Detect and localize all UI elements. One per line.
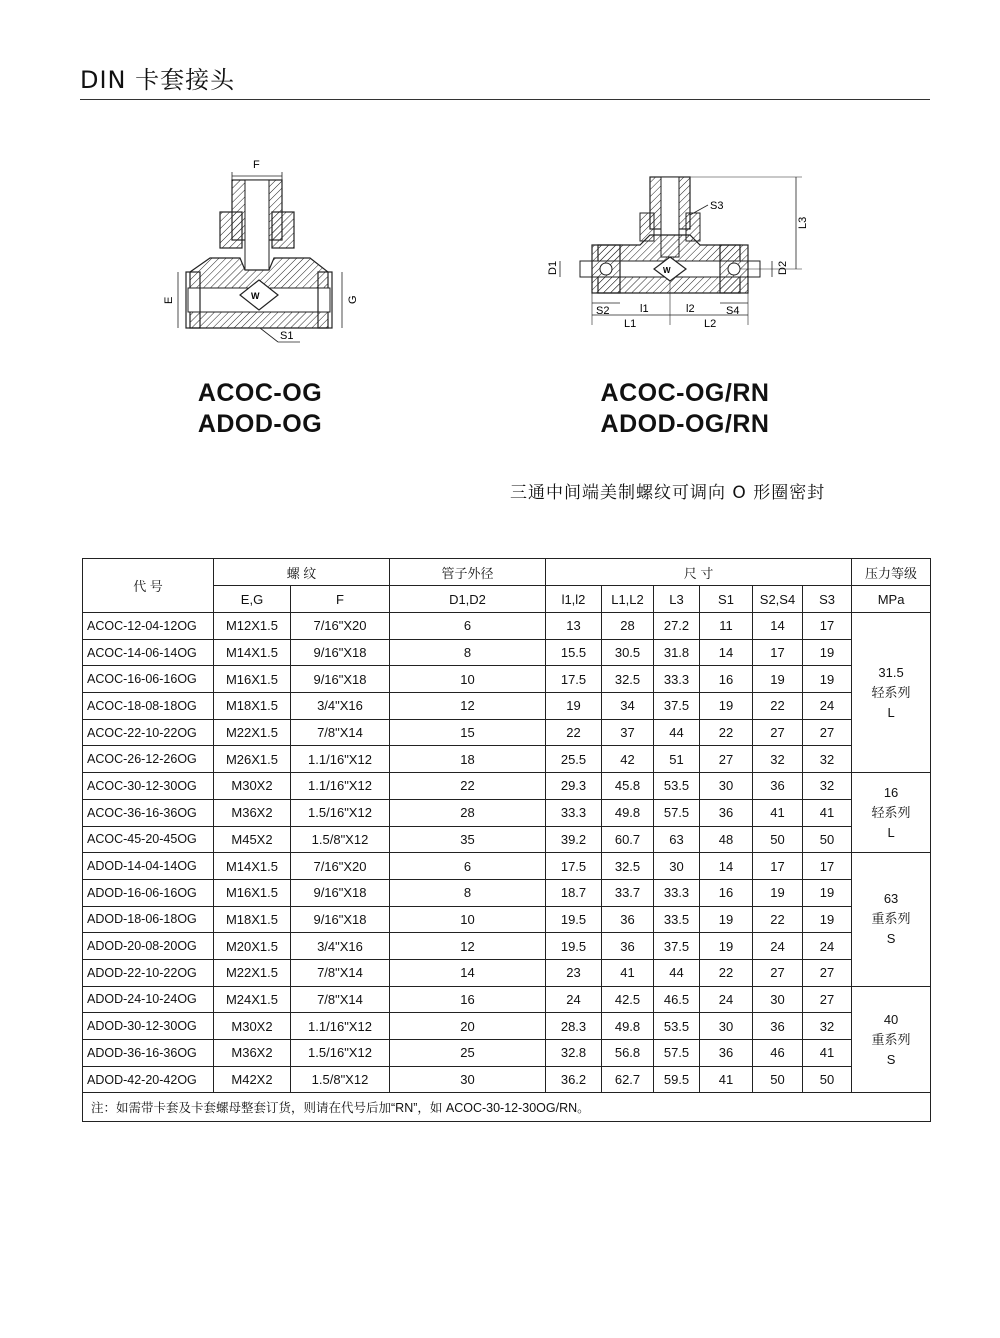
model-name-acoc-og-rn: ACOC-OG/RN [600,379,770,407]
table-cell: 33.3 [546,799,602,826]
label-l2: L2 [704,318,717,330]
table-cell: 36.2 [546,1066,602,1093]
order-note: 注：如需带卡套及卡套螺母整套订货，则请在代号后加“RN”，如 ACOC-30-12-30OG/RN。 [83,1093,931,1122]
table-cell: M18X1.5 [214,906,291,933]
table-cell: 22 [546,719,602,746]
table-cell: 36 [602,933,654,960]
table-cell: 17 [803,613,852,640]
table-cell: 22 [753,693,803,720]
table-cell: 49.8 [602,1013,654,1040]
table-cell: 19.5 [546,933,602,960]
table-cell: 36 [602,906,654,933]
table-row [83,693,931,720]
table-cell: M12X1.5 [214,613,291,640]
table-cell: 19 [803,906,852,933]
table-cell: 37 [602,719,654,746]
table-cell: 42.5 [602,986,654,1013]
table-cell: M16X1.5 [214,666,291,693]
table-cell: ADOD-18-06-18OG [83,906,214,933]
table-cell: M24X1.5 [214,986,291,1013]
table-cell: 27 [803,986,852,1013]
table-cell: 24 [700,986,753,1013]
table-cell: 16 [700,879,753,906]
table-cell: 36 [700,1040,753,1067]
table-cell: 28 [602,613,654,640]
table-cell: 41 [602,959,654,986]
table-cell: 33.5 [654,906,700,933]
table-cell: 1.5/16"X12 [291,1040,390,1067]
table-cell: 9/16"X18 [291,639,390,666]
table-cell: 33.3 [654,666,700,693]
pressure-mpa: 40 [883,1011,899,1027]
table-cell: M45X2 [214,826,291,853]
pressure-mpa: 31.5 [878,664,904,680]
table-cell: 17 [753,853,803,880]
table-cell: 51 [654,746,700,773]
table-cell: ACOC-22-10-22OG [83,719,214,746]
table-cell: 30 [753,986,803,1013]
pressure-series: 轻系列 [871,684,911,700]
label-f: F [253,159,260,171]
table-cell: 41 [803,1040,852,1067]
table-cell: 22 [390,773,546,800]
header-tube-od: 管子外径 [390,559,546,586]
table-cell: 23 [546,959,602,986]
table-cell: 18 [390,746,546,773]
table-cell: 32.5 [602,666,654,693]
table-cell: 27 [753,719,803,746]
table-cell: 17.5 [546,666,602,693]
label-s4: S4 [726,305,740,317]
model-name-adod-og: ADOD-OG [197,410,323,438]
table-row [83,773,931,800]
table-cell: 15 [390,719,546,746]
table-cell: M30X2 [214,773,291,800]
label-l2-small: l2 [686,303,695,315]
table-cell: 30.5 [602,639,654,666]
model-name-acoc-og: ACOC-OG [197,379,323,407]
table-cell: 30 [700,1013,753,1040]
table-cell: 16 [390,986,546,1013]
table-cell: 18.7 [546,879,602,906]
table-cell: 22 [700,959,753,986]
table-row [83,933,931,960]
table-cell: 32 [803,1013,852,1040]
table-cell: 39.2 [546,826,602,853]
table-row [83,1066,931,1093]
table-cell: 32.5 [602,853,654,880]
table-row [83,666,931,693]
table-cell: M14X1.5 [214,853,291,880]
table-cell: 7/16"X20 [291,613,390,640]
table-cell: 59.5 [654,1066,700,1093]
table-cell: 36 [753,773,803,800]
table-cell: ACOC-26-12-26OG [83,746,214,773]
table-cell: M22X1.5 [214,959,291,986]
table-cell: 6 [390,853,546,880]
table-cell: 49.8 [602,799,654,826]
header-divider [80,99,930,100]
table-cell: 29.3 [546,773,602,800]
table-cell: 20 [390,1013,546,1040]
table-cell: 1.1/16"X12 [291,773,390,800]
table-cell: 37.5 [654,693,700,720]
table-cell: 27.2 [654,613,700,640]
table-cell: 27 [753,959,803,986]
pressure-letter: L [887,824,895,840]
table-cell: 50 [753,1066,803,1093]
table-cell: M20X1.5 [214,933,291,960]
table-cell: 25.5 [546,746,602,773]
table-cell: 41 [753,799,803,826]
svg-text:W: W [663,266,671,275]
table-cell: 48 [700,826,753,853]
table-cell: 45.8 [602,773,654,800]
table-cell: M18X1.5 [214,693,291,720]
table-cell: 62.7 [602,1066,654,1093]
table-cell: 14 [390,959,546,986]
table-cell: 14 [700,639,753,666]
specification-table [82,558,931,1122]
table-cell: 37.5 [654,933,700,960]
header-d1d2: D1,D2 [390,586,546,613]
table-cell: 50 [753,826,803,853]
label-e: E [163,296,175,304]
table-cell: 53.5 [654,1013,700,1040]
table-row [83,853,931,880]
table-cell: 10 [390,906,546,933]
table-cell: ADOD-14-04-14OG [83,853,214,880]
table-cell: 63 [654,826,700,853]
table-cell: ACOC-16-06-16OG [83,666,214,693]
pressure-mpa: 16 [883,784,899,800]
table-cell: 7/8"X14 [291,719,390,746]
table-row [83,799,931,826]
table-cell: 35 [390,826,546,853]
table-cell: 17.5 [546,853,602,880]
table-cell: 19 [753,879,803,906]
table-cell: 28 [390,799,546,826]
table-cell: 14 [700,853,753,880]
table-cell: 3/4"X16 [291,693,390,720]
specification-table-body [83,613,931,1093]
model-names-left [150,378,370,440]
header-l1l2: L1,L2 [602,586,654,613]
table-cell: 53.5 [654,773,700,800]
table-cell: 17 [803,853,852,880]
pressure-series: 轻系列 [871,804,911,820]
table-cell: M22X1.5 [214,719,291,746]
table-cell: 44 [654,959,700,986]
product-description: 三通中间端美制螺纹可调向 O 形圈密封 [510,483,826,503]
table-cell: ACOC-12-04-12OG [83,613,214,640]
table-cell: M16X1.5 [214,879,291,906]
label-s2: S2 [596,305,610,317]
table-cell: 57.5 [654,799,700,826]
table-cell: 27 [803,719,852,746]
table-cell: 1.5/16"X12 [291,799,390,826]
table-cell: ACOC-14-06-14OG [83,639,214,666]
page-title: DIN 卡套接头 [80,66,236,94]
table-cell: M36X2 [214,799,291,826]
table-cell: 50 [803,826,852,853]
table-cell: ACOC-45-20-45OG [83,826,214,853]
table-cell: 11 [700,613,753,640]
pressure-group-cell [852,986,931,1093]
table-cell: 27 [700,746,753,773]
table-cell: 6 [390,613,546,640]
table-cell: 46 [753,1040,803,1067]
table-cell: 1.5/8"X12 [291,1066,390,1093]
table-cell: ADOD-30-12-30OG [83,1013,214,1040]
pressure-group-cell [852,773,931,853]
table-cell: ADOD-42-20-42OG [83,1066,214,1093]
table-cell: 42 [602,746,654,773]
header-thread: 螺 纹 [214,559,390,586]
header-f: F [291,586,390,613]
table-cell: 33.3 [654,879,700,906]
table-cell: 9/16"X18 [291,906,390,933]
table-cell: 24 [803,693,852,720]
tee-fitting-drawing-left [150,150,380,350]
table-cell: 30 [390,1066,546,1093]
table-cell: 30 [700,773,753,800]
table-cell: 57.5 [654,1040,700,1067]
table-cell: 7/8"X14 [291,959,390,986]
table-cell: M36X2 [214,1040,291,1067]
pressure-series: 重系列 [871,911,911,927]
table-cell: 7/8"X14 [291,986,390,1013]
table-cell: 1.5/8"X12 [291,826,390,853]
table-cell: 60.7 [602,826,654,853]
table-cell: 19 [803,879,852,906]
header-pressure: 压力等级 [852,559,931,586]
table-cell: 19.5 [546,906,602,933]
table-cell: 19 [700,933,753,960]
table-cell: 44 [654,719,700,746]
header-eg: E,G [214,586,291,613]
table-cell: M14X1.5 [214,639,291,666]
table-cell: 36 [753,1013,803,1040]
table-row [83,959,931,986]
label-d2: D2 [777,260,789,275]
table-cell: 41 [803,799,852,826]
table-row [83,826,931,853]
table-cell: 22 [753,906,803,933]
table-cell: 8 [390,879,546,906]
table-cell: 27 [803,959,852,986]
label-l3: L3 [797,216,809,229]
table-cell: 32 [803,746,852,773]
table-cell: 24 [803,933,852,960]
table-cell: 36 [700,799,753,826]
table-row [83,1013,931,1040]
table-cell: 19 [803,639,852,666]
header-dimensions: 尺 寸 [546,559,852,586]
table-cell: ADOD-24-10-24OG [83,986,214,1013]
table-cell: ACOC-36-16-36OG [83,799,214,826]
tee-fitting-drawing-right [540,165,820,340]
table-cell: 19 [700,906,753,933]
header-mpa: MPa [852,586,931,613]
table-cell: 22 [700,719,753,746]
table-cell: 24 [753,933,803,960]
table-cell: 32.8 [546,1040,602,1067]
table-cell: M42X2 [214,1066,291,1093]
table-cell: 9/16"X18 [291,666,390,693]
model-names-right [560,378,810,440]
header-l3: L3 [654,586,700,613]
table-cell: 1.1/16"X12 [291,1013,390,1040]
table-row [83,613,931,640]
pressure-mpa: 63 [883,891,899,907]
pressure-series: 重系列 [871,1031,911,1047]
table-cell: 32 [753,746,803,773]
table-row [83,986,931,1013]
table-cell: 15.5 [546,639,602,666]
table-cell: ACOC-30-12-30OG [83,773,214,800]
table-cell: ADOD-22-10-22OG [83,959,214,986]
table-cell: 50 [803,1066,852,1093]
label-s1: S1 [280,330,294,342]
table-cell: 16 [700,666,753,693]
table-cell: 32 [803,773,852,800]
table-row [83,906,931,933]
table-cell: ADOD-16-06-16OG [83,879,214,906]
pressure-group-cell [852,613,931,773]
table-cell: 33.7 [602,879,654,906]
table-cell: ACOC-18-08-18OG [83,693,214,720]
table-row [83,639,931,666]
table-cell: 3/4"X16 [291,933,390,960]
table-cell: 34 [602,693,654,720]
table-cell: 10 [390,666,546,693]
header-code: 代 号 [83,559,214,613]
table-cell: 12 [390,693,546,720]
label-d1: D1 [547,260,559,275]
table-cell: 19 [753,666,803,693]
table-cell: 46.5 [654,986,700,1013]
table-cell: 12 [390,933,546,960]
table-cell: 8 [390,639,546,666]
table-cell: ADOD-20-08-20OG [83,933,214,960]
header-s1: S1 [700,586,753,613]
table-row [83,719,931,746]
table-cell: 24 [546,986,602,1013]
table-row [83,746,931,773]
table-cell: M30X2 [214,1013,291,1040]
label-l1: L1 [624,318,637,330]
table-row [83,1040,931,1067]
pressure-letter: S [886,931,896,947]
label-l1-small: l1 [640,303,649,315]
table-cell: ADOD-36-16-36OG [83,1040,214,1067]
table-cell: 56.8 [602,1040,654,1067]
header-s2s4: S2,S4 [753,586,803,613]
pressure-letter: L [887,704,895,720]
table-cell: 9/16"X18 [291,879,390,906]
table-cell: 19 [700,693,753,720]
table-cell: 17 [753,639,803,666]
pressure-letter: S [886,1051,896,1067]
label-s3: S3 [710,200,724,212]
header-l1l2-small: l1,l2 [546,586,602,613]
table-cell: 41 [700,1066,753,1093]
table-cell: 25 [390,1040,546,1067]
svg-text:W: W [251,291,260,301]
table-cell: M26X1.5 [214,746,291,773]
table-cell: 19 [803,666,852,693]
table-cell: 7/16"X20 [291,853,390,880]
table-row [83,879,931,906]
table-cell: 13 [546,613,602,640]
model-name-adod-og-rn: ADOD-OG/RN [600,410,770,438]
table-cell: 19 [546,693,602,720]
label-g: G [347,295,359,304]
table-cell: 31.8 [654,639,700,666]
table-cell: 1.1/16"X12 [291,746,390,773]
table-cell: 30 [654,853,700,880]
table-cell: 14 [753,613,803,640]
pressure-group-cell [852,853,931,986]
table-cell: 28.3 [546,1013,602,1040]
header-s3: S3 [803,586,852,613]
